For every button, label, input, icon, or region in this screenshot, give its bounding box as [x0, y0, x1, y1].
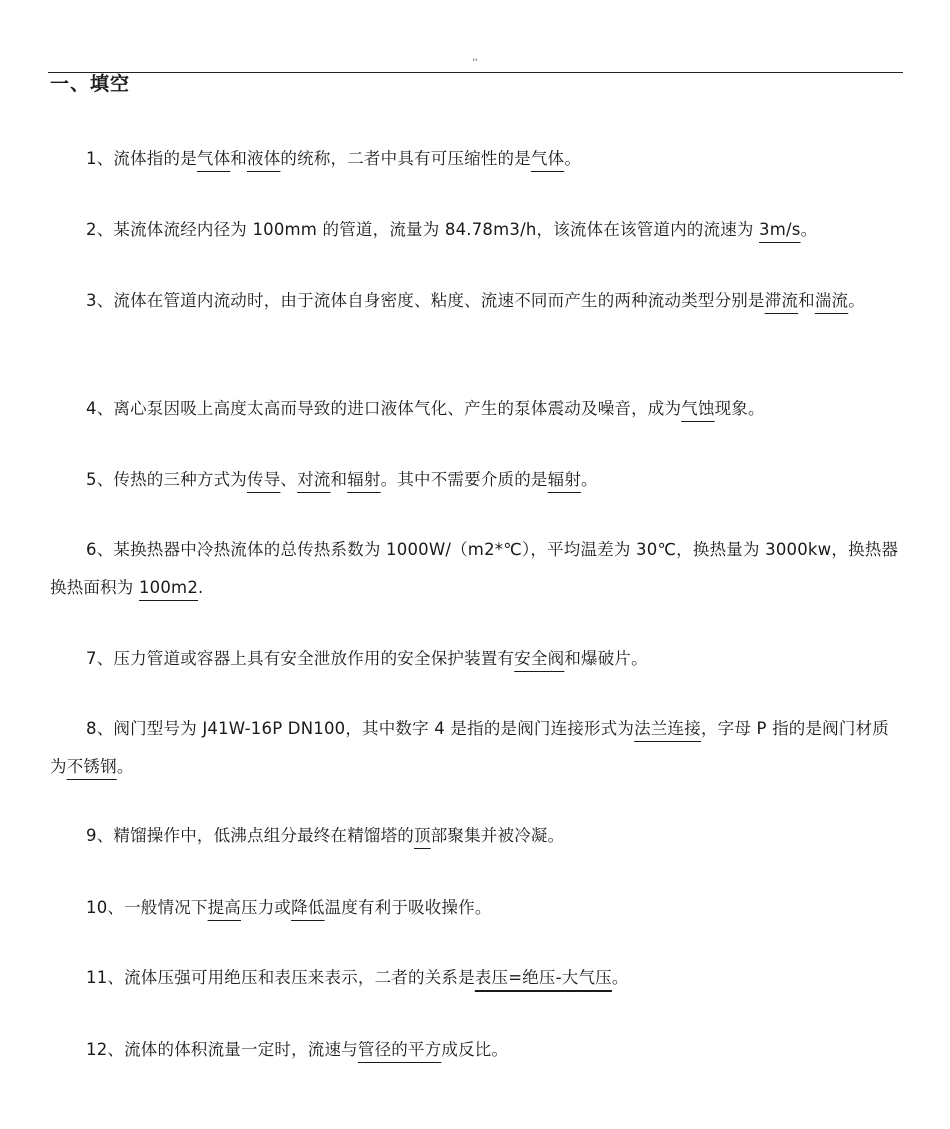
- question-8: [50, 710, 903, 786]
- header-mark: '': [472, 58, 478, 68]
- answer-blank: 液体: [247, 149, 281, 168]
- answer-blank: 滞流: [764, 291, 799, 310]
- question-text: 10、一般情况下: [86, 898, 208, 917]
- answer-blank: 气体: [530, 149, 565, 168]
- answer-blank: 管径的平方: [357, 1040, 442, 1059]
- question-text: 现象。: [714, 399, 765, 418]
- answer-blank: 法兰连接: [634, 719, 701, 738]
- header-rule: [48, 72, 903, 73]
- question-6: [50, 531, 903, 607]
- question-text: 3、流体在管道内流动时，由于流体自身密度、粘度、流速不同而产生的两种流动类型分别是: [86, 291, 765, 310]
- answer-blank: 3m/s: [759, 220, 801, 239]
- question-text: 和: [330, 470, 348, 489]
- answer-blank: 顶: [414, 826, 431, 845]
- answer-blank: 辐射: [347, 470, 381, 489]
- question-text: 压力或: [241, 898, 292, 917]
- answer-blank: 不锈钢: [66, 757, 117, 776]
- question-text: 。: [581, 470, 598, 489]
- question-text: 9、精馏操作中，低沸点组分最终在精馏塔的: [86, 826, 414, 845]
- question-text: 2、某流体流经内径为 100mm 的管道，流量为 84.78m3/h，该流体在该管道内的流速为: [86, 220, 760, 239]
- question-text: 4、离心泵因吸上高度太高而导致的进口液体气化、产生的泵体震动及噪音，成为: [86, 399, 682, 418]
- answer-blank: 气体: [196, 149, 231, 168]
- question-text: 。: [800, 220, 818, 239]
- answer-blank: 气蚀: [681, 399, 715, 418]
- question-text: 。其中不需要介质的是: [380, 470, 548, 489]
- answer-blank: 安全阀: [514, 649, 565, 668]
- question-text: 和: [798, 291, 815, 310]
- question-text: 温度有利于吸收操作。: [324, 898, 492, 917]
- answer-blank: 表压=绝压-大气压: [474, 968, 612, 987]
- question-text: 7、压力管道或容器上具有安全泄放作用的安全保护装置有: [86, 649, 515, 668]
- answer-blank: 湍流: [814, 291, 849, 310]
- answer-blank: 辐射: [547, 470, 582, 489]
- answer-blank: 对流: [297, 470, 331, 489]
- question-11: [50, 959, 903, 997]
- question-text: 8、阀门型号为 J41W-16P DN100，其中数字 4 是指的是阀门连接形式为: [86, 719, 635, 738]
- question-text: ，字母 P 指的是阀门材质为: [50, 719, 889, 776]
- question-4: [50, 390, 903, 428]
- answer-blank: 提高: [207, 898, 242, 917]
- question-text: 的统称，二者中具有可压缩性的是: [280, 149, 531, 168]
- question-text: .: [198, 578, 204, 597]
- question-text: 1、流体指的是: [86, 149, 197, 168]
- question-text: 成反比。: [441, 1040, 509, 1059]
- question-7: [50, 640, 903, 678]
- question-text: 11、流体压强可用绝压和表压来表示，二者的关系是: [86, 968, 475, 987]
- question-10: [50, 889, 903, 927]
- question-text: 部聚集并被冷凝。: [430, 826, 565, 845]
- answer-blank: 降低: [291, 898, 325, 917]
- question-text: 。: [848, 291, 865, 310]
- question-text: 12、流体的体积流量一定时，流速与: [86, 1040, 358, 1059]
- question-text: 和爆破片。: [564, 649, 648, 668]
- question-1: [50, 140, 903, 178]
- question-2: [50, 211, 903, 249]
- question-9: [50, 817, 903, 855]
- question-text: 和: [230, 149, 248, 168]
- question-text: 。: [564, 149, 582, 168]
- question-text: 。: [116, 757, 134, 776]
- answer-blank: 传导: [247, 470, 281, 489]
- question-text: 5、传热的三种方式为: [86, 470, 247, 489]
- section-title: 一、填空: [50, 73, 131, 95]
- question-text: 、: [280, 470, 298, 489]
- answer-blank: 100m2: [138, 578, 199, 597]
- question-12: [50, 1031, 903, 1069]
- question-text: 6、某换热器中冷热流体的总传热系数为 1000W/（m2*℃），平均温差为 30℃，换热量为 3000kw，换热器换热面积为: [50, 540, 899, 597]
- question-text: 。: [611, 968, 629, 987]
- question-5: [50, 461, 903, 499]
- question-3: [50, 282, 903, 320]
